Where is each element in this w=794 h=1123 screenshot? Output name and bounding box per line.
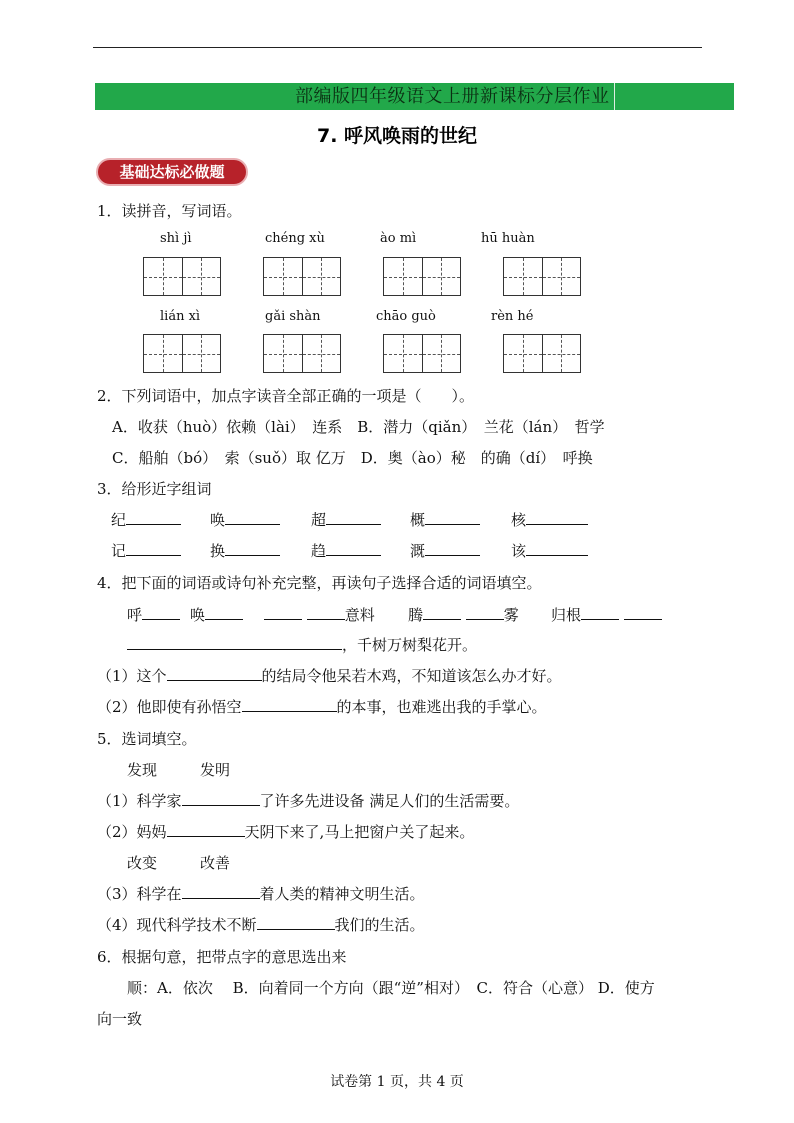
q5-option-word-3: 改变 <box>127 854 158 872</box>
banner-text: 部编版四年级语文上册新课标分层作业 <box>295 83 615 110</box>
q5-sentence-2: （2）妈妈 天阴下来了,马上把窗户关了起来。 <box>97 823 475 841</box>
q4-poem-line: ，千树万树梨花开。 <box>127 634 477 655</box>
answer-blank[interactable] <box>326 510 381 525</box>
answer-blank[interactable] <box>624 605 662 620</box>
answer-blank[interactable] <box>225 541 280 556</box>
answer-blank[interactable] <box>205 605 243 620</box>
q1-pinyin-4: hū huàn <box>481 231 535 246</box>
q4-word-5: 归根 <box>551 604 662 625</box>
tianzige-box-6[interactable] <box>263 334 341 373</box>
tianzige-box-8[interactable] <box>503 334 581 373</box>
answer-blank[interactable] <box>182 884 260 899</box>
q3-item-10: 该 <box>511 540 588 561</box>
tianzige-box-5[interactable] <box>143 334 221 373</box>
answer-blank[interactable] <box>167 666 262 681</box>
series-banner <box>95 83 734 110</box>
q5-sentence-1: （1）科学家 了许多先进设备 满足人们的生活需要。 <box>97 792 520 810</box>
answer-blank[interactable] <box>526 541 588 556</box>
q1-pinyin-8: rèn hé <box>491 309 534 324</box>
q5-stem: 5．选词填空。 <box>97 730 197 748</box>
page-footer: 试卷第 1 页，共 4 页 <box>330 1074 464 1090</box>
q1-pinyin-5: lián xì <box>160 309 201 324</box>
answer-blank[interactable] <box>142 605 180 620</box>
q5-sentence-4: （4）现代科学技术不断 我们的生活。 <box>97 916 425 934</box>
q2-options-line2: C．船舶（bó） 索（suǒ）取 亿万 D．奥（ào）秘 的确（dí） 呼换 <box>112 449 593 467</box>
tianzige-box-3[interactable] <box>383 257 461 296</box>
q1-stem: 1．读拼音，写词语。 <box>97 202 242 220</box>
answer-blank[interactable] <box>225 510 280 525</box>
q4-word-3: 腾 雾 <box>408 606 519 624</box>
tianzige-box-7[interactable] <box>383 334 461 373</box>
q4-stem: 4．把下面的词语或诗句补充完整，再读句子选择合适的词语填空。 <box>97 574 542 592</box>
q3-item-2: 唤 <box>210 509 280 530</box>
q6-options-line2: 向一致 <box>97 1010 143 1028</box>
q1-pinyin-7: chāo guò <box>376 309 436 324</box>
section-badge: 基础达标必做题 <box>96 158 248 186</box>
q1-pinyin-2: chéng xù <box>265 231 325 246</box>
q3-stem: 3．给形近字组词 <box>97 480 212 498</box>
q5-option-word-4: 改善 <box>200 854 231 872</box>
answer-blank[interactable] <box>257 915 335 930</box>
q4-word-2: 意料 <box>264 604 375 625</box>
q1-pinyin-3: ào mì <box>380 231 417 246</box>
tianzige-box-4[interactable] <box>503 257 581 296</box>
q3-item-3: 超 <box>311 509 381 530</box>
page-title: 7. 呼风唤雨的世纪 <box>316 125 478 147</box>
header-rule <box>93 47 702 48</box>
q4-word-1: 呼 <box>127 604 180 625</box>
answer-blank[interactable] <box>326 541 381 556</box>
q3-item-6: 记 <box>111 540 181 561</box>
tianzige-box-1[interactable] <box>143 257 221 296</box>
q4-sentence-2: （2）他即使有孙悟空 的本事，也难逃出我的手掌心。 <box>97 698 547 716</box>
q4-sentence-1: （1）这个 的结局令他呆若木鸡，不知道该怎么办才好。 <box>97 667 562 685</box>
q3-item-4: 概 <box>410 509 480 530</box>
q3-item-5: 核 <box>511 509 588 530</box>
answer-blank[interactable] <box>526 510 588 525</box>
answer-blank[interactable] <box>307 605 345 620</box>
q3-item-1: 纪 <box>111 509 181 530</box>
answer-blank[interactable] <box>466 605 504 620</box>
q3-item-8: 趋 <box>311 540 381 561</box>
q6-stem: 6．根据句意，把带点字的意思选出来 <box>97 948 347 966</box>
answer-blank[interactable] <box>423 605 461 620</box>
q6-options-line1: 顺：A．依次 B．向着同一个方向（跟“逆”相对） C．符合（心意） D．使方 <box>127 979 655 997</box>
q3-item-9: 溉 <box>410 540 480 561</box>
q3-item-7: 换 <box>210 540 280 561</box>
answer-blank[interactable] <box>581 605 619 620</box>
q1-pinyin-1: shì jì <box>160 231 192 246</box>
answer-blank[interactable] <box>264 605 302 620</box>
answer-blank[interactable] <box>126 541 181 556</box>
answer-blank[interactable] <box>126 510 181 525</box>
tianzige-box-2[interactable] <box>263 257 341 296</box>
answer-blank[interactable] <box>425 510 480 525</box>
answer-blank[interactable] <box>425 541 480 556</box>
q1-pinyin-6: gǎi shàn <box>265 309 321 324</box>
q2-stem: 2．下列词语中，加点字读音全部正确的一项是（ ）。 <box>97 387 475 405</box>
answer-blank[interactable] <box>242 697 337 712</box>
q4-word-1b: 唤 <box>190 604 243 625</box>
q5-sentence-3: （3）科学在 着人类的精神文明生活。 <box>97 885 425 903</box>
answer-blank[interactable] <box>127 635 342 650</box>
answer-blank[interactable] <box>182 791 260 806</box>
q5-option-word-2: 发明 <box>200 761 231 779</box>
answer-blank[interactable] <box>167 822 245 837</box>
q2-options-line1: A．收获（huò）依赖（lài） 连系 B．潜力（qiǎn） 兰花（lán） 哲学 <box>112 418 605 436</box>
q5-option-word-1: 发现 <box>127 761 158 779</box>
